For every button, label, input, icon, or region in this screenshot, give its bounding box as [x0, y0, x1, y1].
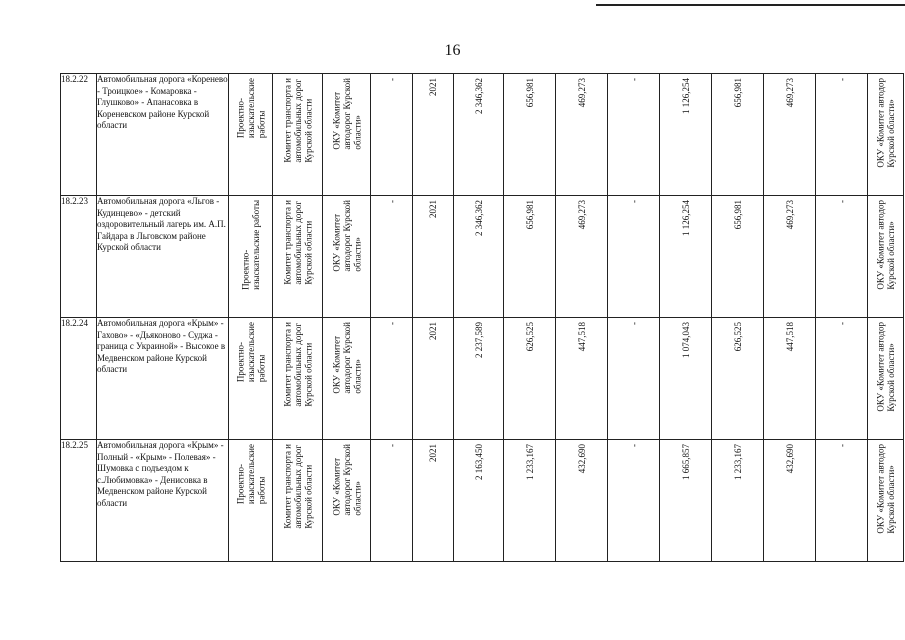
cell-v6 — [764, 440, 816, 562]
cell-total — [454, 196, 504, 318]
rotated-text-wrap — [608, 318, 659, 439]
cell-v3 — [608, 440, 660, 562]
rotated-text-wrap — [764, 318, 815, 439]
cell-responsible — [868, 74, 904, 196]
rotated-text-wrap — [816, 318, 867, 439]
cell-year — [413, 196, 454, 318]
rotated-text: ОКУ «Комитет автодор Курской области» — [875, 322, 896, 412]
rotated-text: 447,518 — [576, 322, 587, 352]
cell-v4 — [660, 74, 712, 196]
table-row — [61, 318, 904, 440]
cell-customer — [273, 196, 323, 318]
rotated-text: 469,273 — [576, 200, 587, 230]
rotated-text-wrap — [371, 74, 412, 195]
rotated-text-wrap — [323, 74, 370, 195]
rotated-text-wrap — [371, 318, 412, 439]
cell-c1 — [371, 196, 413, 318]
rotated-text: - — [386, 78, 397, 81]
rotated-text-wrap — [660, 440, 711, 561]
rotated-text: 1 126,254 — [680, 78, 691, 114]
rotated-text-wrap — [273, 196, 322, 317]
rotated-text: 1 665,857 — [680, 444, 691, 480]
cell-work-type — [229, 196, 273, 318]
rotated-text: 1 233,167 — [732, 444, 743, 480]
cell-year — [413, 74, 454, 196]
rotated-text: 432,690 — [576, 444, 587, 474]
rotated-text: ОКУ «Комитет автодор Курской области» — [875, 78, 896, 168]
rotated-text-wrap — [323, 318, 370, 439]
table-row — [61, 74, 904, 196]
cell-v5 — [712, 440, 764, 562]
rotated-text: ОКУ «Комитет автодор Курской области» — [875, 200, 896, 290]
row-number: 18.2.22 — [61, 74, 97, 196]
rotated-text: Комитет транспорта и автомобильных дорог Курской области — [281, 78, 313, 163]
rotated-text-wrap — [556, 196, 607, 317]
rotated-text-wrap — [413, 196, 453, 317]
rotated-text-wrap — [454, 318, 503, 439]
cell-total — [454, 318, 504, 440]
rotated-text-wrap — [764, 440, 815, 561]
rotated-text-wrap — [273, 440, 322, 561]
rotated-text-wrap — [816, 440, 867, 561]
rotated-text-wrap — [273, 318, 322, 439]
rotated-text: - — [836, 444, 847, 447]
cell-responsible — [868, 196, 904, 318]
cell-v5 — [712, 74, 764, 196]
rotated-text: 626,525 — [524, 322, 535, 352]
rotated-text-wrap — [454, 74, 503, 195]
rotated-text-wrap — [868, 440, 903, 561]
cell-v4 — [660, 196, 712, 318]
rotated-text: - — [628, 200, 639, 203]
rotated-text: - — [628, 322, 639, 325]
rotated-text: - — [628, 78, 639, 81]
rotated-text: ОКУ «Комитет автодор Курской области» — [875, 444, 896, 534]
rotated-text: 469,273 — [784, 78, 795, 108]
rotated-text-wrap — [816, 196, 867, 317]
cell-v3 — [608, 196, 660, 318]
row-number: 18.2.24 — [61, 318, 97, 440]
cell-c1 — [371, 74, 413, 196]
rotated-text: 2 237,589 — [473, 322, 484, 358]
rotated-text-wrap — [712, 318, 763, 439]
rotated-text-wrap — [413, 318, 453, 439]
rotated-text: 656,981 — [524, 78, 535, 108]
cell-v1 — [504, 74, 556, 196]
rotated-text-wrap — [660, 318, 711, 439]
rotated-text: 656,981 — [524, 200, 535, 230]
table-row — [61, 196, 904, 318]
road-name: Автомобильная дорога «Крым» - Полный - «Крым» - Полевая» - Шумовка с подъездом к с.Любимовка» - Денисовка в Медвенском районе Курской области — [97, 440, 229, 562]
rotated-text: ОКУ «Комитет автодорог Курской области» — [330, 444, 362, 516]
cell-responsible — [868, 440, 904, 562]
rotated-text-wrap — [764, 74, 815, 195]
rotated-text: 2 346,362 — [473, 200, 484, 236]
rotated-text-wrap — [454, 196, 503, 317]
rotated-text-wrap — [413, 74, 453, 195]
cell-v6 — [764, 318, 816, 440]
rotated-text: 469,273 — [576, 78, 587, 108]
rotated-text-wrap — [712, 440, 763, 561]
cell-executor — [323, 196, 371, 318]
cell-v2 — [556, 74, 608, 196]
cell-responsible — [868, 318, 904, 440]
rotated-text: 1 233,167 — [524, 444, 535, 480]
rotated-text: Проектно- изыскательские работы — [234, 444, 266, 505]
rotated-text: Проектно- изыскательские работы — [240, 200, 261, 290]
rotated-text: - — [836, 200, 847, 203]
cell-customer — [273, 440, 323, 562]
cell-v5 — [712, 318, 764, 440]
rotated-text: Проектно- изыскательские работы — [234, 78, 266, 139]
rotated-text-wrap — [504, 196, 555, 317]
rotated-text: 2021 — [427, 322, 438, 340]
rotated-text-wrap — [816, 74, 867, 195]
rotated-text-wrap — [868, 74, 903, 195]
rotated-text: 2 163,450 — [473, 444, 484, 480]
cell-v4 — [660, 318, 712, 440]
rotated-text-wrap — [608, 74, 659, 195]
rotated-text-wrap — [504, 440, 555, 561]
rotated-text-wrap — [556, 74, 607, 195]
cell-executor — [323, 74, 371, 196]
page-number: 16 — [444, 42, 461, 59]
rotated-text-wrap — [371, 440, 412, 561]
rotated-text: Комитет транспорта и автомобильных дорог Курской области — [281, 322, 313, 407]
cell-v2 — [556, 440, 608, 562]
rotated-text: Комитет транспорта и автомобильных дорог Курской области — [281, 200, 313, 285]
table-row — [61, 440, 904, 562]
rotated-text-wrap — [454, 440, 503, 561]
rotated-text-wrap — [229, 74, 272, 195]
cell-v7 — [816, 318, 868, 440]
rotated-text: 447,518 — [784, 322, 795, 352]
rotated-text: - — [836, 322, 847, 325]
row-number: 18.2.25 — [61, 440, 97, 562]
rotated-text: ОКУ «Комитет автодорог Курской области» — [330, 200, 362, 272]
rotated-text: - — [386, 322, 397, 325]
cell-v3 — [608, 318, 660, 440]
cell-v7 — [816, 196, 868, 318]
cell-v5 — [712, 196, 764, 318]
cell-v2 — [556, 318, 608, 440]
road-name: Автомобильная дорога «Льгов - Кудинцево» - детский оздоровительный лагерь им. А.П. Гайдара в Льговском районе Курской области — [97, 196, 229, 318]
road-name: Автомобильная дорога «Крым» - Гахово» - «Дьяконово - Суджа - граница с Украиной» - Высокое в Медвенском районе Курской области — [97, 318, 229, 440]
rotated-text-wrap — [556, 440, 607, 561]
cell-c1 — [371, 318, 413, 440]
rotated-text-wrap — [712, 74, 763, 195]
cell-v1 — [504, 440, 556, 562]
rotated-text-wrap — [323, 196, 370, 317]
rotated-text: Проектно- изыскательские работы — [234, 322, 266, 383]
rotated-text: 469,273 — [784, 200, 795, 230]
rotated-text: 2021 — [427, 444, 438, 462]
cell-year — [413, 318, 454, 440]
cell-v7 — [816, 440, 868, 562]
rotated-text: ОКУ «Комитет автодорог Курской области» — [330, 78, 362, 150]
rotated-text-wrap — [556, 318, 607, 439]
cell-v4 — [660, 440, 712, 562]
rotated-text-wrap — [413, 440, 453, 561]
top-rule — [596, 4, 905, 6]
cell-total — [454, 440, 504, 562]
cell-v3 — [608, 74, 660, 196]
cell-v6 — [764, 74, 816, 196]
cell-work-type — [229, 440, 273, 562]
row-number: 18.2.23 — [61, 196, 97, 318]
cell-year — [413, 440, 454, 562]
cell-v6 — [764, 196, 816, 318]
rotated-text-wrap — [504, 74, 555, 195]
rotated-text: 1 126,254 — [680, 200, 691, 236]
cell-v7 — [816, 74, 868, 196]
cell-work-type — [229, 318, 273, 440]
cell-executor — [323, 440, 371, 562]
rotated-text-wrap — [273, 74, 322, 195]
rotated-text-wrap — [229, 318, 272, 439]
rotated-text-wrap — [608, 440, 659, 561]
cell-customer — [273, 74, 323, 196]
cell-executor — [323, 318, 371, 440]
rotated-text-wrap — [323, 440, 370, 561]
cell-c1 — [371, 440, 413, 562]
cell-work-type — [229, 74, 273, 196]
rotated-text: - — [836, 78, 847, 81]
cell-v2 — [556, 196, 608, 318]
rotated-text-wrap — [660, 196, 711, 317]
rotated-text: 2 346,362 — [473, 78, 484, 114]
rotated-text: 2021 — [427, 78, 438, 96]
rotated-text: - — [386, 444, 397, 447]
rotated-text-wrap — [371, 196, 412, 317]
cell-v1 — [504, 318, 556, 440]
cell-v1 — [504, 196, 556, 318]
rotated-text: 1 074,043 — [680, 322, 691, 358]
rotated-text-wrap — [712, 196, 763, 317]
rotated-text-wrap — [868, 318, 903, 439]
rotated-text: 2021 — [427, 200, 438, 218]
rotated-text: 626,525 — [732, 322, 743, 352]
rotated-text-wrap — [504, 318, 555, 439]
rotated-text: - — [386, 200, 397, 203]
road-name: Автомобильная дорога «Коренево - Троицкое» - Комаровка - Глушково» - Апанасовка в Кореневском районе Курской области — [97, 74, 229, 196]
rotated-text-wrap — [229, 440, 272, 561]
rotated-text: - — [628, 444, 639, 447]
rotated-text-wrap — [660, 74, 711, 195]
rotated-text-wrap — [608, 196, 659, 317]
cell-total — [454, 74, 504, 196]
rotated-text: Комитет транспорта и автомобильных дорог Курской области — [281, 444, 313, 529]
cell-customer — [273, 318, 323, 440]
table-body — [61, 74, 904, 562]
rotated-text: ОКУ «Комитет автодорог Курской области» — [330, 322, 362, 394]
projects-table — [60, 73, 904, 562]
rotated-text-wrap — [764, 196, 815, 317]
rotated-text-wrap — [868, 196, 903, 317]
rotated-text-wrap — [229, 196, 272, 317]
rotated-text: 432,690 — [784, 444, 795, 474]
rotated-text: 656,981 — [732, 200, 743, 230]
rotated-text: 656,981 — [732, 78, 743, 108]
